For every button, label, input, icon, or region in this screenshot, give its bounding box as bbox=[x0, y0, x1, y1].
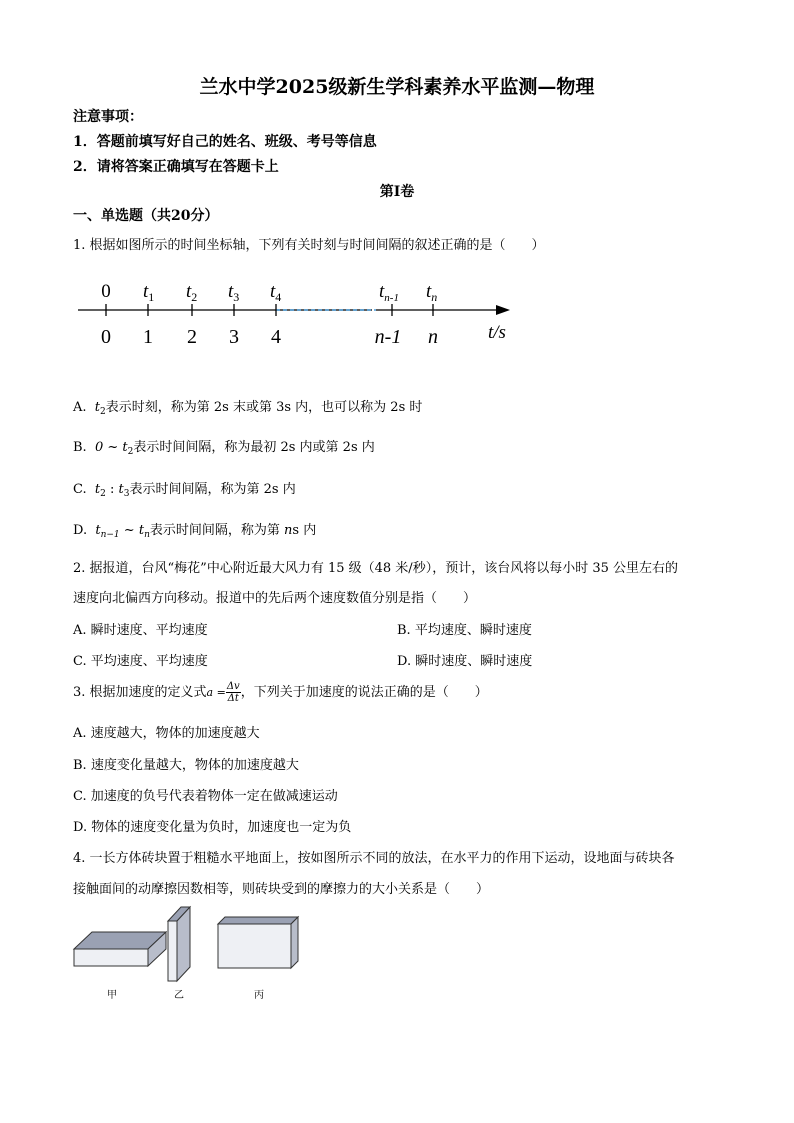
q2-option-c: C. 平均速度、平均速度 bbox=[73, 654, 208, 669]
q2-option-d: D. 瞬时速度、瞬时速度 bbox=[397, 654, 533, 669]
axis-bottom-label-2: 2 bbox=[187, 326, 197, 348]
brick-jia bbox=[74, 932, 166, 966]
axis-top-label-t4: $t_4$ bbox=[270, 281, 282, 304]
axis-top-label-0: 0 bbox=[101, 281, 111, 302]
notice-item-2: 2．请将答案正确填写在答题卡上 bbox=[73, 159, 279, 175]
axis-bottom-label-0: 0 bbox=[101, 326, 111, 348]
notice-item-1: 1．答题前填写好自己的姓名、班级、考号等信息 bbox=[73, 134, 377, 150]
q3-option-d: D. 物体的速度变化量为负时，加速度也一定为负 bbox=[73, 820, 352, 835]
q3-option-c: C. 加速度的负号代表着物体一定在做减速运动 bbox=[73, 789, 338, 804]
brick-label-bing: 丙 bbox=[254, 990, 264, 1001]
q2-option-a: A. 瞬时速度、平均速度 bbox=[73, 623, 208, 638]
q2-line-2: 速度向北偏西方向移动。报道中的先后两个速度数值分别是指（ ） bbox=[73, 591, 477, 606]
q1-option-c: C. $t_2$ : $t_3$表示时间间隔，称为第 2s 内 bbox=[73, 482, 296, 499]
section-heading: 一、单选题（共20分） bbox=[73, 208, 219, 224]
volume-heading: 第Ⅰ卷 bbox=[379, 184, 415, 200]
q3-option-a: A. 速度越大，物体的加速度越大 bbox=[73, 726, 260, 741]
axis-bottom-label-3: 3 bbox=[229, 326, 239, 348]
axis-bottom-label-n-1: n-1 bbox=[374, 326, 402, 348]
axis-top-label-t2: $t_2$ bbox=[186, 281, 198, 304]
axis-top-label-t1: $t_1$ bbox=[143, 281, 155, 304]
q3-option-b: B. 速度变化量越大，物体的加速度越大 bbox=[73, 758, 299, 773]
q4-line-1: 4. 一长方体砖块置于粗糙水平地面上，按如图所示不同的放法，在水平力的作用下运动，设地面与砖块各 bbox=[73, 851, 675, 866]
q1-option-a: A. $t_2$表示时刻，称为第 2s 末或第 3s 内，也可以称为 2s 时 bbox=[73, 400, 423, 417]
brick-yi bbox=[168, 907, 190, 981]
q2-line-1: 2. 据报道，台风“梅花”中心附近最大风力有 15 级（48 米/秒），预计，该台风将以每小时 35 公里左右的 bbox=[73, 561, 678, 576]
axis-bottom-label-n: n bbox=[428, 326, 438, 348]
q1-option-d: D. $t_{n-1}$ ~ $t_n$表示时间间隔，称为第 ns 内 bbox=[73, 523, 317, 540]
axis-top-label-tn: $t_n$ bbox=[426, 281, 438, 304]
axis-arrow-icon bbox=[496, 305, 510, 315]
brick-label-jia: 甲 bbox=[107, 990, 117, 1001]
axis-top-label-tn-1: $t_{n-1}$ bbox=[379, 281, 399, 304]
axis-unit-label: t/s bbox=[488, 322, 506, 343]
bricks-figure bbox=[70, 900, 310, 1010]
axis-bottom-label-1: 1 bbox=[143, 326, 153, 348]
q1-stem: 1. 根据如图所示的时间坐标轴，下列有关时刻与时间间隔的叙述正确的是（ ） bbox=[73, 238, 545, 253]
brick-label-yi: 乙 bbox=[174, 990, 184, 1001]
time-axis-figure bbox=[70, 270, 520, 355]
axis-bottom-label-4: 4 bbox=[271, 326, 281, 348]
q1-option-b: B. 0 ~ $t_2$表示时间间隔，称为最初 2s 内或第 2s 内 bbox=[73, 440, 375, 457]
q3-formula-lhs: a = bbox=[206, 686, 226, 699]
q2-option-b: B. 平均速度、瞬时速度 bbox=[397, 623, 532, 638]
axis-top-label-t3: $t_3$ bbox=[228, 281, 240, 304]
q4-line-2: 接触面间的动摩擦因数相等，则砖块受到的摩擦力的大小关系是（ ） bbox=[73, 882, 490, 897]
exam-title: 兰水中学2025级新生学科素养水平监测—物理 bbox=[199, 76, 595, 98]
notice-heading: 注意事项： bbox=[73, 109, 143, 125]
brick-bing bbox=[218, 917, 298, 968]
q3-formula-fraction: $\frac{\Delta v}{\Delta t}$ bbox=[226, 681, 240, 704]
q3-stem: 3. 根据加速度的定义式a = $\frac{\Delta v}{\Delta t}$ ，下列关于加速度的说法正确的是（ ） bbox=[73, 681, 488, 704]
